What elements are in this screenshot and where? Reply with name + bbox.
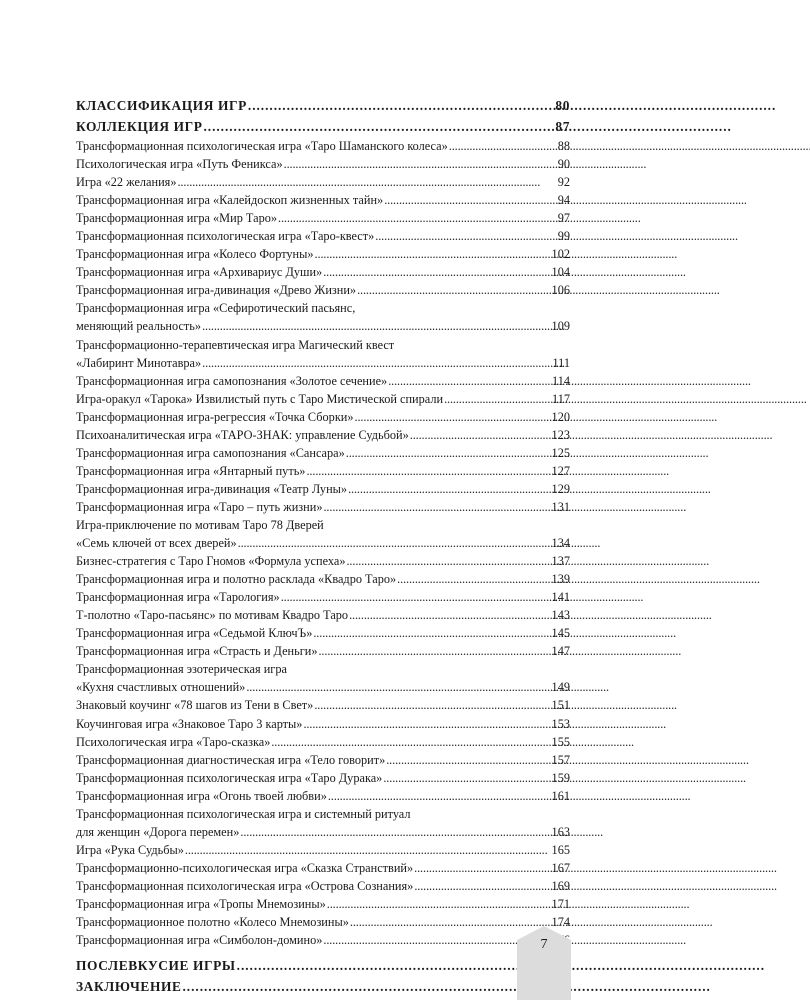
toc-page-number: 97 [557, 211, 570, 226]
toc-page-number: 161 [551, 788, 570, 803]
dot-leader [278, 209, 557, 227]
toc-page-number: 141 [551, 590, 570, 605]
dot-leader [318, 642, 550, 660]
dot-leader [313, 624, 550, 642]
toc-section-entry[interactable] [76, 116, 570, 137]
dot-leader [203, 116, 554, 137]
toc-page-number: 125 [551, 445, 570, 460]
toc-entry-title: Трансформационная игра «Огонь твоей любви» [76, 788, 327, 803]
toc-entry[interactable] [76, 534, 570, 552]
toc-entry-title: Трансформационная психологическая игра «Острова Сознания» [76, 878, 414, 893]
toc-entry[interactable] [76, 317, 570, 335]
toc-page-number: 90 [557, 157, 570, 172]
dot-leader [414, 877, 550, 895]
toc-entry[interactable] [76, 570, 570, 588]
toc-entry-title: Трансформационная игра «Сефиротический пасьянс, [76, 301, 356, 316]
dot-leader [238, 534, 551, 552]
dot-leader [388, 372, 551, 390]
toc-entry[interactable] [76, 209, 570, 227]
toc-entry[interactable] [76, 606, 570, 624]
toc-entry-title: Трансформационная психологическая игра «Таро Шаманского колеса» [76, 139, 448, 153]
dot-leader [281, 588, 551, 606]
dot-leader [383, 769, 550, 787]
toc-entry[interactable] [76, 426, 570, 444]
toc-page-number: 114 [552, 373, 570, 388]
toc-entry-title: ЗАКЛЮЧЕНИЕ [76, 979, 182, 995]
toc-entry-title: Трансформационная игра «Симболон-домино» [76, 933, 323, 948]
toc-page-number: 88 [557, 139, 570, 153]
toc-entry[interactable] [76, 354, 570, 372]
toc-page-number: 120 [551, 409, 570, 424]
toc-entry[interactable] [76, 841, 570, 859]
toc-page-number: 102 [551, 247, 570, 262]
toc-page-number: 127 [551, 463, 570, 478]
dot-leader [323, 498, 550, 516]
toc-entry-title: Бизнес-стратегия с Таро Гномов «Формула успеха» [76, 554, 346, 569]
dot-leader [375, 227, 556, 245]
dot-leader [350, 913, 551, 931]
toc-page-number: 143 [551, 608, 570, 623]
toc-entry-line [76, 805, 570, 823]
toc-entry[interactable] [76, 480, 570, 498]
toc-entry-title: Игра-приключение по мотивам Таро 78 Дверей [76, 517, 324, 532]
table-of-contents [76, 89, 570, 997]
toc-page-number: 149 [551, 680, 570, 695]
toc-entry-title: Трансформационная игра самопознания «Золотое сечение» [76, 373, 388, 388]
dot-leader [444, 390, 551, 408]
toc-entry-title: Трансформационная игра «Архивариус Души» [76, 265, 323, 280]
toc-entry[interactable] [76, 733, 570, 751]
toc-page-number: 171 [551, 896, 570, 911]
toc-entry-title: Трансформационная психологическая игра «Таро Дурака» [76, 770, 383, 785]
toc-page-number: 117 [552, 391, 570, 406]
dot-leader [303, 715, 550, 733]
toc-entry[interactable] [76, 444, 570, 462]
dot-leader [414, 859, 550, 877]
toc-page-number: 174 [551, 915, 570, 930]
toc-entry[interactable] [76, 787, 570, 805]
dot-leader [327, 895, 551, 913]
dot-leader [346, 552, 550, 570]
toc-entry-title: Игра «Рука Судьбы» [76, 842, 184, 857]
toc-entry[interactable] [76, 498, 570, 516]
dot-leader [284, 155, 557, 173]
toc-entry[interactable] [76, 245, 570, 263]
toc-entry[interactable] [76, 263, 570, 281]
toc-entry-title: Трансформационная игра «Мир Таро» [76, 211, 278, 226]
toc-entry-title: меняющий реальность» [76, 319, 202, 334]
toc-page-number: 151 [551, 698, 570, 713]
toc-page-number: 87 [555, 119, 570, 134]
dot-leader [202, 354, 551, 372]
toc-page-number: 157 [551, 752, 570, 767]
toc-entry[interactable] [76, 931, 570, 949]
toc-entry-title: Трансформационная игра и полотно расклада «Квадро Таро» [76, 572, 397, 587]
toc-page-number: 94 [557, 193, 570, 208]
dot-leader [248, 95, 554, 116]
dot-leader [397, 570, 550, 588]
toc-entry-title: Знаковый коучинг «78 шагов из Тени в Свет» [76, 698, 314, 713]
dot-leader [348, 480, 550, 498]
toc-entry-title: Трансформационная игра «Седьмой КлючЪ» [76, 626, 313, 641]
toc-page-number: 165 [551, 842, 570, 857]
toc-page-number: 123 [551, 427, 570, 442]
toc-page-number: 155 [551, 734, 570, 749]
toc-entry[interactable] [76, 137, 570, 155]
toc-entry-title: «Лабиринт Минотавра» [76, 355, 202, 370]
toc-entry[interactable] [76, 281, 570, 299]
dot-leader [183, 976, 548, 997]
toc-entry[interactable] [76, 462, 570, 480]
toc-entry-title: Трансформационная психологическая игра «Таро-квест» [76, 229, 375, 244]
toc-page-number: 134 [551, 536, 570, 551]
toc-entry[interactable] [76, 624, 570, 642]
toc-page-number: 159 [551, 770, 570, 785]
toc-entry-title: Игра-оракул «Тарока» Извилистый путь с Таро Мистической спирали [76, 391, 444, 406]
toc-page-number: 99 [557, 229, 570, 244]
toc-entry-title: Психологическая игра «Путь Феникса» [76, 157, 283, 172]
toc-page-number: 104 [551, 265, 570, 280]
toc-entry[interactable] [76, 895, 570, 913]
toc-entry-title: ПОСЛЕВКУСИЕ ИГРЫ [76, 958, 236, 974]
toc-page-number: 137 [551, 554, 570, 569]
dot-leader [177, 173, 556, 191]
toc-entry[interactable] [76, 715, 570, 733]
toc-entry[interactable] [76, 552, 570, 570]
toc-entry[interactable] [76, 751, 570, 769]
toc-page-number: 139 [551, 572, 570, 587]
toc-page-number: 163 [551, 824, 570, 839]
toc-page-number: 109 [551, 319, 570, 334]
toc-entry-title: Т-полотно «Таро-пасьянс» по мотивам Квадро Таро [76, 608, 349, 623]
toc-entry-title: Трансформационное полотно «Колесо Мнемозины» [76, 915, 349, 930]
toc-entry-title: «Кухня счастливых отношений» [76, 680, 246, 695]
toc-entry[interactable] [76, 155, 570, 173]
dot-leader [449, 137, 557, 155]
toc-page-number: 145 [551, 626, 570, 641]
toc-entry[interactable] [76, 696, 570, 714]
toc-entry-line [76, 660, 570, 678]
dot-leader [202, 317, 550, 335]
dot-leader [384, 191, 557, 209]
toc-page-number: 167 [551, 860, 570, 875]
toc-entry-title: Игра «22 желания» [76, 175, 177, 190]
toc-entry-title: Психоаналитическая игра «ТАРО-ЗНАК: управление Судьбой» [76, 427, 409, 442]
toc-entry-title: Трансформационная игра-дивинация «Театр Луны» [76, 481, 348, 496]
toc-entry-title: «Семь ключей от всех дверей» [76, 536, 237, 551]
toc-entry-title: Трансформационная диагностическая игра «Тело говорит» [76, 752, 386, 767]
toc-entry-title: Трансформационная игра «Янтарный путь» [76, 463, 306, 478]
toc-entry-title: Трансформационная игра «Тропы Мнемозины» [76, 896, 326, 911]
toc-entry[interactable] [76, 390, 570, 408]
toc-section-entry[interactable] [76, 955, 570, 976]
dot-leader [237, 955, 547, 976]
dot-leader [314, 696, 550, 714]
toc-section-entry[interactable] [76, 976, 570, 997]
toc-page-number: 106 [551, 283, 570, 298]
toc-entry-title: Трансформационная игра «Колесо Фортуны» [76, 247, 314, 262]
toc-entry[interactable] [76, 173, 570, 191]
toc-entry-title: КЛАССИФИКАЦИЯ ИГР [76, 98, 247, 113]
toc-entry[interactable] [76, 859, 570, 877]
toc-entry-title: Трансформационная психологическая игра и системный ритуал [76, 806, 411, 821]
toc-entry-title: Коучинговая игра «Знаковое Таро 3 карты» [76, 716, 303, 731]
toc-page-number: 92 [557, 175, 570, 190]
toc-entry[interactable] [76, 678, 570, 696]
toc-entry[interactable] [76, 769, 570, 787]
toc-entry[interactable] [76, 877, 570, 895]
toc-entry-title: Трансформационная игра-дивинация «Древо Жизни» [76, 283, 357, 298]
dot-leader [386, 751, 550, 769]
toc-entry[interactable] [76, 372, 570, 390]
dot-leader [185, 841, 551, 859]
toc-page-number: 131 [551, 499, 570, 514]
toc-entry-title: Трансформационно-психологическая игра «Сказка Странствий» [76, 860, 414, 875]
toc-entry-title: Трансформационная игра самопознания «Сансара» [76, 445, 345, 460]
toc-page-number: 153 [551, 716, 570, 731]
toc-entry-title: КОЛЛЕКЦИЯ ИГР [76, 119, 203, 134]
toc-entry[interactable] [76, 913, 570, 931]
dot-leader [410, 426, 551, 444]
toc-entry-title: Трансформационная игра «Таро – путь жизни» [76, 499, 323, 514]
dot-leader [315, 245, 551, 263]
toc-entry-title: Психологическая игра «Таро-сказка» [76, 734, 271, 749]
toc-page-number: 147 [551, 644, 570, 659]
toc-page-number: 111 [552, 355, 570, 370]
dot-leader [355, 408, 551, 426]
toc-entry-title: Трансформационная эзотерическая игра [76, 662, 287, 677]
dot-leader [328, 787, 551, 805]
toc-entry-title: для женщин «Дорога перемен» [76, 824, 240, 839]
dot-leader [271, 733, 550, 751]
dot-leader [240, 823, 550, 841]
toc-entry-title: Трансформационная игра «Страсть и Деньги» [76, 644, 318, 659]
toc-entry-title: Трансформационная игра «Калейдоскоп жизненных тайн» [76, 193, 384, 208]
toc-entry[interactable] [76, 191, 570, 209]
toc-entry[interactable] [76, 227, 570, 245]
toc-entry-title: Трансформационная игра «Тарология» [76, 590, 280, 605]
dot-leader [323, 263, 550, 281]
dot-leader [306, 462, 550, 480]
toc-page-number: 129 [551, 481, 570, 496]
dot-leader [246, 678, 550, 696]
toc-entry-line [76, 336, 570, 354]
toc-entry[interactable] [76, 588, 570, 606]
toc-entry[interactable] [76, 408, 570, 426]
toc-entry-line [76, 299, 570, 317]
toc-page-number: 169 [551, 878, 570, 893]
toc-entry[interactable] [76, 823, 570, 841]
toc-entry-title: Трансформационно-терапевтическая игра Магический квест [76, 337, 395, 352]
toc-section-entry[interactable] [76, 95, 570, 116]
toc-entry[interactable] [76, 642, 570, 660]
toc-entry-title: Трансформационная игра-регрессия «Точка Сборки» [76, 409, 354, 424]
toc-entry-line [76, 516, 570, 534]
dot-leader [357, 281, 550, 299]
toc-page-number: 80 [555, 98, 570, 113]
page-number: 7 [540, 937, 548, 952]
dot-leader [346, 444, 551, 462]
dot-leader [349, 606, 550, 624]
